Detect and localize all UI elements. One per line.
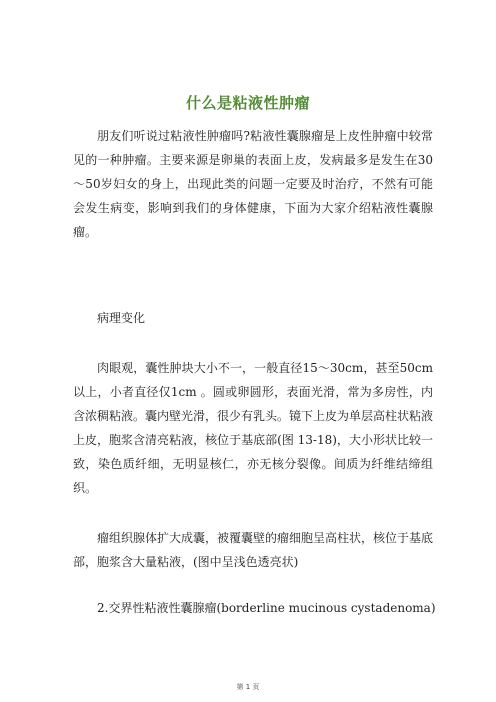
tissue-description-paragraph: 瘤组织腺体扩大成囊，被覆囊壁的瘤细胞呈高柱状，核位于基底部，胞浆含大量粘液，(图中呈浅色透亮状): [73, 531, 434, 569]
gross-microscopic-paragraph: 肉眼观，囊性肿块大小不一，一般直径15～30cm，甚至50cm以上，小者直径仅1cm 。圆或卵圆形，表面光滑，常为多房性，内含浓稠粘液。囊内壁光滑，很少有乳头。镜下上皮为单层高柱状粘液上皮，胞浆含清亮粘液，核位于基底部(图 13-18)，大小形状比较一致，染色质纤细，无明显核仁，亦无核分裂像。间质为纤维结缔组织。: [73, 361, 434, 495]
borderline-heading: 2.交界性粘液性囊腺瘤(borderline mucinous cystadenoma): [97, 601, 436, 615]
page-number: 第 1 页: [236, 683, 260, 691]
intro-paragraph: 朋友们听说过粘液性肿瘤吗?粘液性囊腺瘤是上皮性肿瘤中较常见的一种肿瘤。主要来源是卵巢的表面上皮，发病最多是发生在30～50岁妇女的身上，出现此类的问题一定要及时治疗，不然有可能会发生病变，影响到我们的身体健康，下面为大家介绍粘液性囊腺瘤。: [73, 129, 433, 239]
document-title: 什么是粘液性肿瘤: [185, 94, 310, 112]
section-heading-pathology: 病理变化: [97, 311, 146, 325]
